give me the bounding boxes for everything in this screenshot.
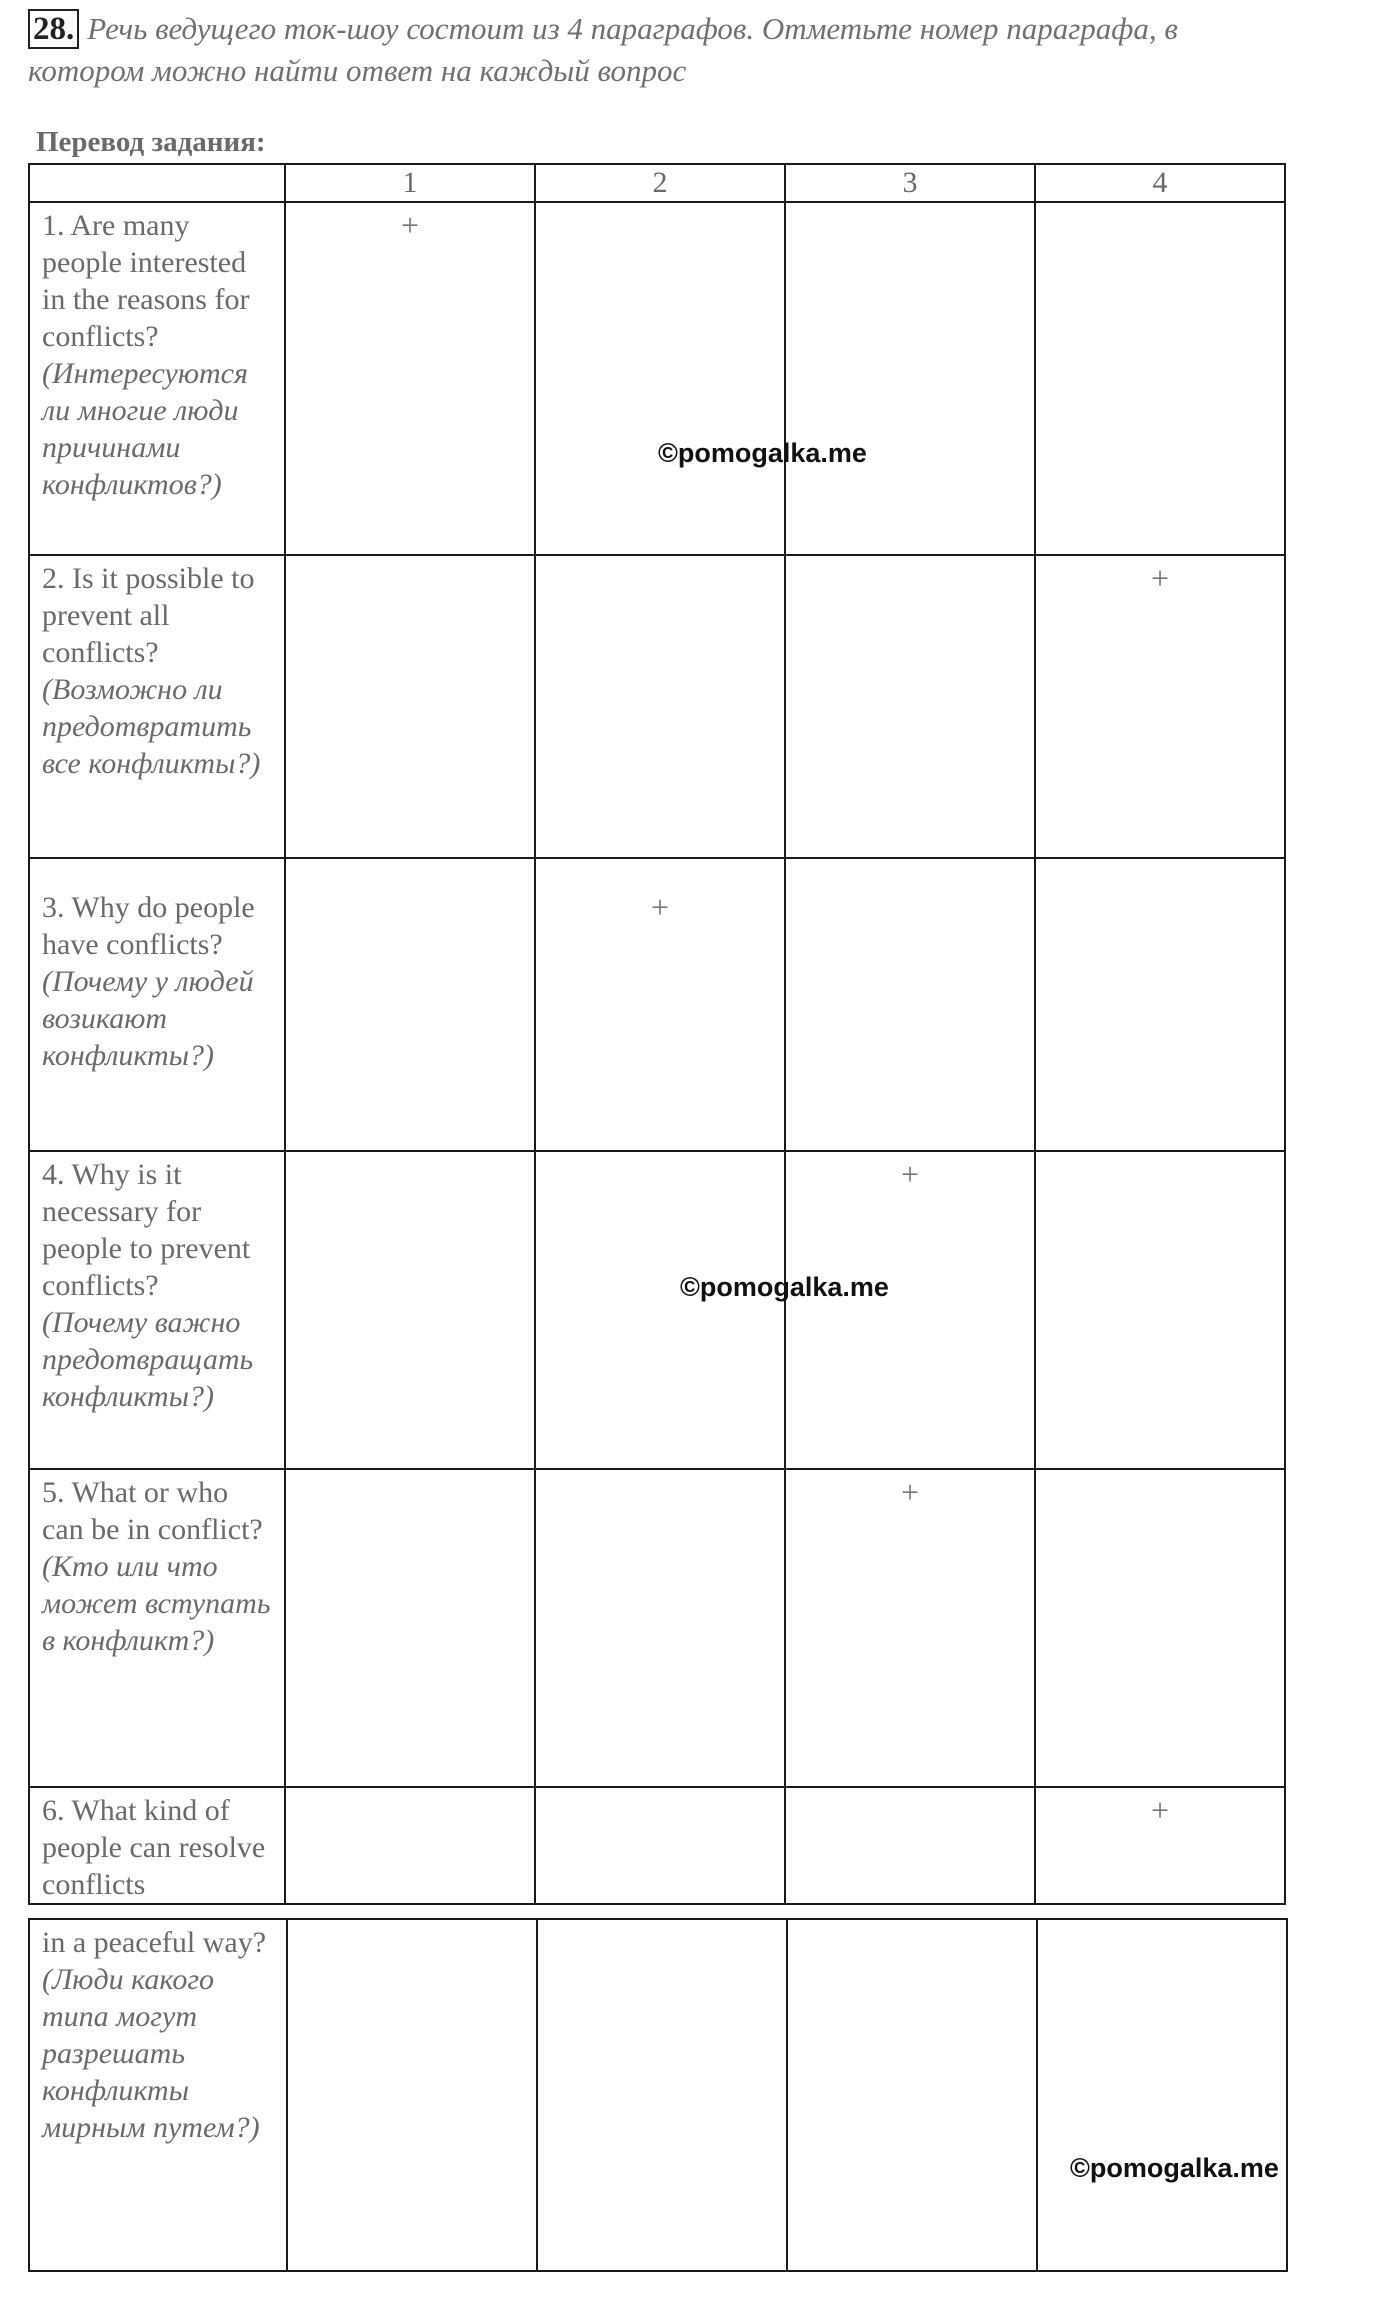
- question-en: 5. What or who can be in conflict?: [42, 1476, 263, 1546]
- question-cell: [29, 858, 285, 1151]
- question-en: in a peaceful way?: [42, 1926, 267, 1959]
- answer-cell: [1035, 1151, 1285, 1469]
- watermark: ©pomogalka.me: [680, 1272, 889, 1302]
- column-header: 4: [1035, 164, 1285, 202]
- question-cell: [29, 1469, 285, 1787]
- question-en: 3. Why do people have conflicts?: [42, 891, 255, 961]
- table-row: [29, 555, 1285, 858]
- answer-table-continuation: [28, 1918, 1288, 2272]
- answer-cell: [285, 1469, 535, 1787]
- table-row: [29, 1919, 1287, 2271]
- answer-cell: [535, 202, 785, 555]
- table-row: [29, 202, 1285, 555]
- answer-cell: [785, 1787, 1035, 1904]
- watermark: ©pomogalka.me: [1070, 2153, 1279, 2183]
- answer-cell: [537, 1919, 787, 2271]
- column-header: 3: [785, 164, 1035, 202]
- answer-cell: [535, 555, 785, 858]
- answer-mark: +: [785, 1469, 1035, 1787]
- question-en: 4. Why is it necessary for people to prevent conflicts?: [42, 1158, 251, 1302]
- question-ru: (Почему важно предотвращать конфликты?): [42, 1306, 254, 1413]
- column-header: 2: [535, 164, 785, 202]
- question-ru: (Люди какого типа могут разрешать конфликты мирным путем?): [42, 1963, 260, 2144]
- answer-cell: [287, 1919, 537, 2271]
- question-en: 6. What kind of people can resolve conflicts: [42, 1794, 266, 1901]
- table-row: [29, 858, 1285, 1151]
- task-text: Речь ведущего ток-шоу состоит из 4 параграфов. Отметьте номер параграфа, в котором можно найти ответ на каждый вопрос: [28, 11, 1178, 88]
- answer-cell: [285, 555, 535, 858]
- question-en: 2. Is it possible to prevent all conflicts?: [42, 562, 255, 669]
- header-corner: [29, 164, 285, 202]
- table-row: [29, 1469, 1285, 1787]
- translation-heading: Перевод задания:: [36, 126, 266, 158]
- answer-mark: +: [1035, 555, 1285, 858]
- question-ru: (Интересуются ли многие люди причинами конфликтов?): [42, 357, 248, 501]
- question-ru: (Возможно ли предотвратить все конфликты?): [42, 673, 261, 780]
- answer-cell: [535, 1469, 785, 1787]
- question-cell: [29, 1919, 287, 2271]
- question-cell: [29, 1151, 285, 1469]
- answer-cell: [285, 1787, 535, 1904]
- answer-cell: [535, 1151, 785, 1469]
- question-cell: [29, 1787, 285, 1904]
- answer-cell: [787, 1919, 1037, 2271]
- answer-cell: [285, 1151, 535, 1469]
- task-number: 28.: [28, 9, 79, 49]
- question-cell: [29, 202, 285, 555]
- table-header-row: [29, 164, 1285, 202]
- table-row: [29, 1787, 1285, 1904]
- answer-cell: [785, 555, 1035, 858]
- table-row: [29, 1151, 1285, 1469]
- answer-mark: +: [535, 858, 785, 1151]
- watermark: ©pomogalka.me: [658, 438, 867, 468]
- answer-cell: [1035, 202, 1285, 555]
- question-ru: (Почему у людей возикают конфликты?): [42, 965, 254, 1072]
- question-ru: (Кто или что может вступать в конфликт?): [42, 1550, 271, 1657]
- answer-cell: [1037, 1919, 1287, 2271]
- question-cell: [29, 555, 285, 858]
- answer-cell: [535, 1787, 785, 1904]
- question-en: 1. Are many people interested in the reasons for conflicts?: [42, 209, 250, 353]
- answer-mark: +: [285, 202, 535, 555]
- answer-cell: [285, 858, 535, 1151]
- answer-cell: [1035, 1469, 1285, 1787]
- task-statement: [28, 8, 1288, 92]
- column-header: 1: [285, 164, 535, 202]
- answer-cell: [785, 202, 1035, 555]
- answer-mark: +: [785, 1151, 1035, 1469]
- answer-cell: [785, 858, 1035, 1151]
- answer-table: [28, 163, 1286, 1905]
- answer-cell: [1035, 858, 1285, 1151]
- answer-mark: +: [1035, 1787, 1285, 1904]
